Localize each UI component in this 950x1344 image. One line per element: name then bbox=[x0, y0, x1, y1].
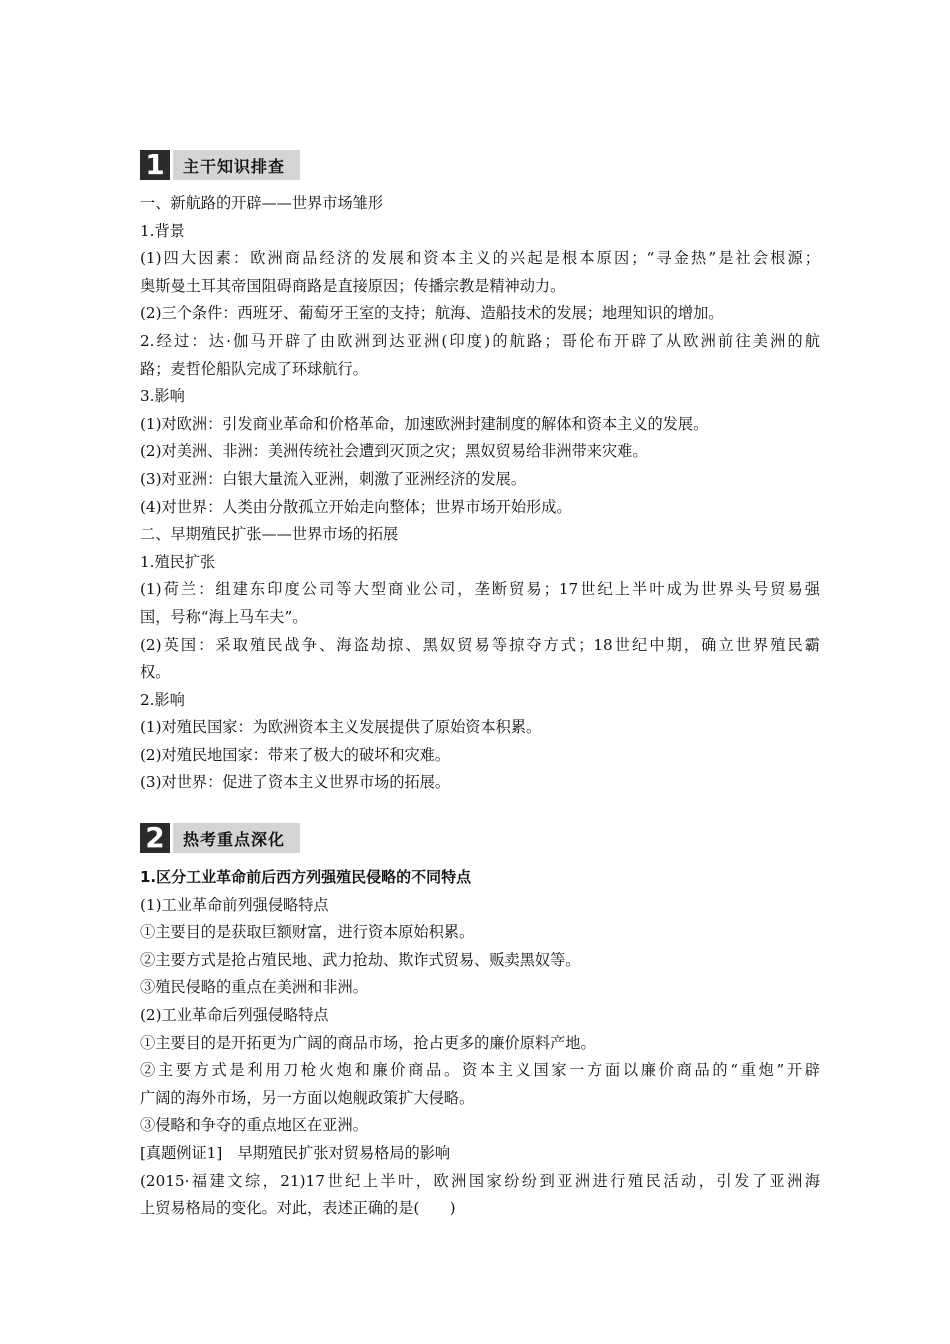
text-line: 1.背景 bbox=[140, 221, 185, 240]
text-line: [真题例证1] 早期殖民扩张对贸易格局的影响 bbox=[140, 1143, 451, 1162]
text-line: (1)工业革命前列强侵略特点 bbox=[140, 895, 329, 914]
text-line: ②主要方式是抢占殖民地、武力抢劫、欺诈式贸易、贩卖黑奴等。 bbox=[140, 950, 581, 969]
text-line: 2.影响 bbox=[140, 690, 185, 709]
text-line: ③殖民侵略的重点在美洲和非洲。 bbox=[140, 978, 368, 997]
text-line: (2015·福建文综，21)17世纪上半叶，欧洲国家纷纷到亚洲进行殖民活动，引发了亚洲海 bbox=[140, 1171, 820, 1190]
text-line: ③侵略和争夺的重点地区在亚洲。 bbox=[140, 1116, 368, 1135]
text-line: (2)三个条件：西班牙、葡萄牙王室的支持；航海、造船技术的发展；地理知识的增加。 bbox=[140, 304, 724, 323]
section-title-1: 主干知识排查 bbox=[170, 150, 300, 180]
section-body-1 bbox=[140, 190, 820, 797]
text-line: 奥斯曼土耳其帝国阻碍商路是直接原因；传播宗教是精神动力。 bbox=[140, 276, 566, 295]
text-line: (2)英国：采取殖民战争、海盗劫掠、黑奴贸易等掠夺方式；18世纪中期，确立世界殖民霸 bbox=[140, 635, 820, 654]
text-line: ②主要方式是利用刀枪火炮和廉价商品。资本主义国家一方面以廉价商品的“重炮”开辟 bbox=[140, 1061, 820, 1080]
text-line: (1)对欧洲：引发商业革命和价格革命，加速欧洲封建制度的解体和资本主义的发展。 bbox=[140, 414, 709, 433]
section-header-2 bbox=[140, 823, 300, 853]
text-line: 国，号称“海上马车夫”。 bbox=[140, 607, 308, 626]
text-line: (1)荷兰：组建东印度公司等大型商业公司，垄断贸易；17世纪上半叶成为世界头号贸易强 bbox=[140, 580, 820, 599]
section-body-2 bbox=[140, 864, 820, 1223]
text-line: 路；麦哲伦船队完成了环球航行。 bbox=[140, 359, 368, 378]
text-line: (2)对殖民地国家：带来了极大的破坏和灾难。 bbox=[140, 745, 451, 764]
text-line: (3)对亚洲：白银大量流入亚洲，刺激了亚洲经济的发展。 bbox=[140, 469, 527, 488]
section-number-2: 2 bbox=[140, 823, 170, 853]
text-line: 1.殖民扩张 bbox=[140, 552, 216, 571]
text-line: (1)四大因素：欧洲商品经济的发展和资本主义的兴起是根本原因；“寻金热”是社会根源； bbox=[140, 249, 820, 268]
text-line: 2.经过：达·伽马开辟了由欧洲到达亚洲(印度)的航路；哥伦布开辟了从欧洲前往美洲的航 bbox=[140, 331, 820, 350]
text-line: (2)工业革命后列强侵略特点 bbox=[140, 1005, 329, 1024]
text-line: 3.影响 bbox=[140, 387, 185, 406]
text-line: (1)对殖民国家：为欧洲资本主义发展提供了原始资本积累。 bbox=[140, 718, 542, 737]
text-line: ①主要目的是开拓更为广阔的商品市场，抢占更多的廉价原料产地。 bbox=[140, 1033, 596, 1052]
text-line: ①主要目的是获取巨额财富，进行资本原始积累。 bbox=[140, 923, 475, 942]
text-line: 广阔的海外市场，另一方面以炮舰政策扩大侵略。 bbox=[140, 1088, 475, 1107]
text-line: 二、早期殖民扩张——世界市场的拓展 bbox=[140, 525, 399, 544]
text-line: (4)对世界：人类由分散孤立开始走向整体；世界市场开始形成。 bbox=[140, 497, 572, 516]
text-line: 1.区分工业革命前后西方列强殖民侵略的不同特点 bbox=[140, 868, 472, 886]
section-number-1: 1 bbox=[140, 150, 170, 180]
text-line: 一、新航路的开辟——世界市场雏形 bbox=[140, 194, 383, 212]
text-line: (3)对世界：促进了资本主义世界市场的拓展。 bbox=[140, 773, 451, 792]
section-header-1 bbox=[140, 150, 300, 180]
text-line: 权。 bbox=[140, 663, 171, 682]
text-line: (2)对美洲、非洲：美洲传统社会遭到灭顶之灾；黑奴贸易给非洲带来灾难。 bbox=[140, 442, 648, 461]
text-line: 上贸易格局的变化。对此，表述正确的是( ) bbox=[140, 1199, 456, 1218]
section-title-2: 热考重点深化 bbox=[170, 823, 300, 853]
